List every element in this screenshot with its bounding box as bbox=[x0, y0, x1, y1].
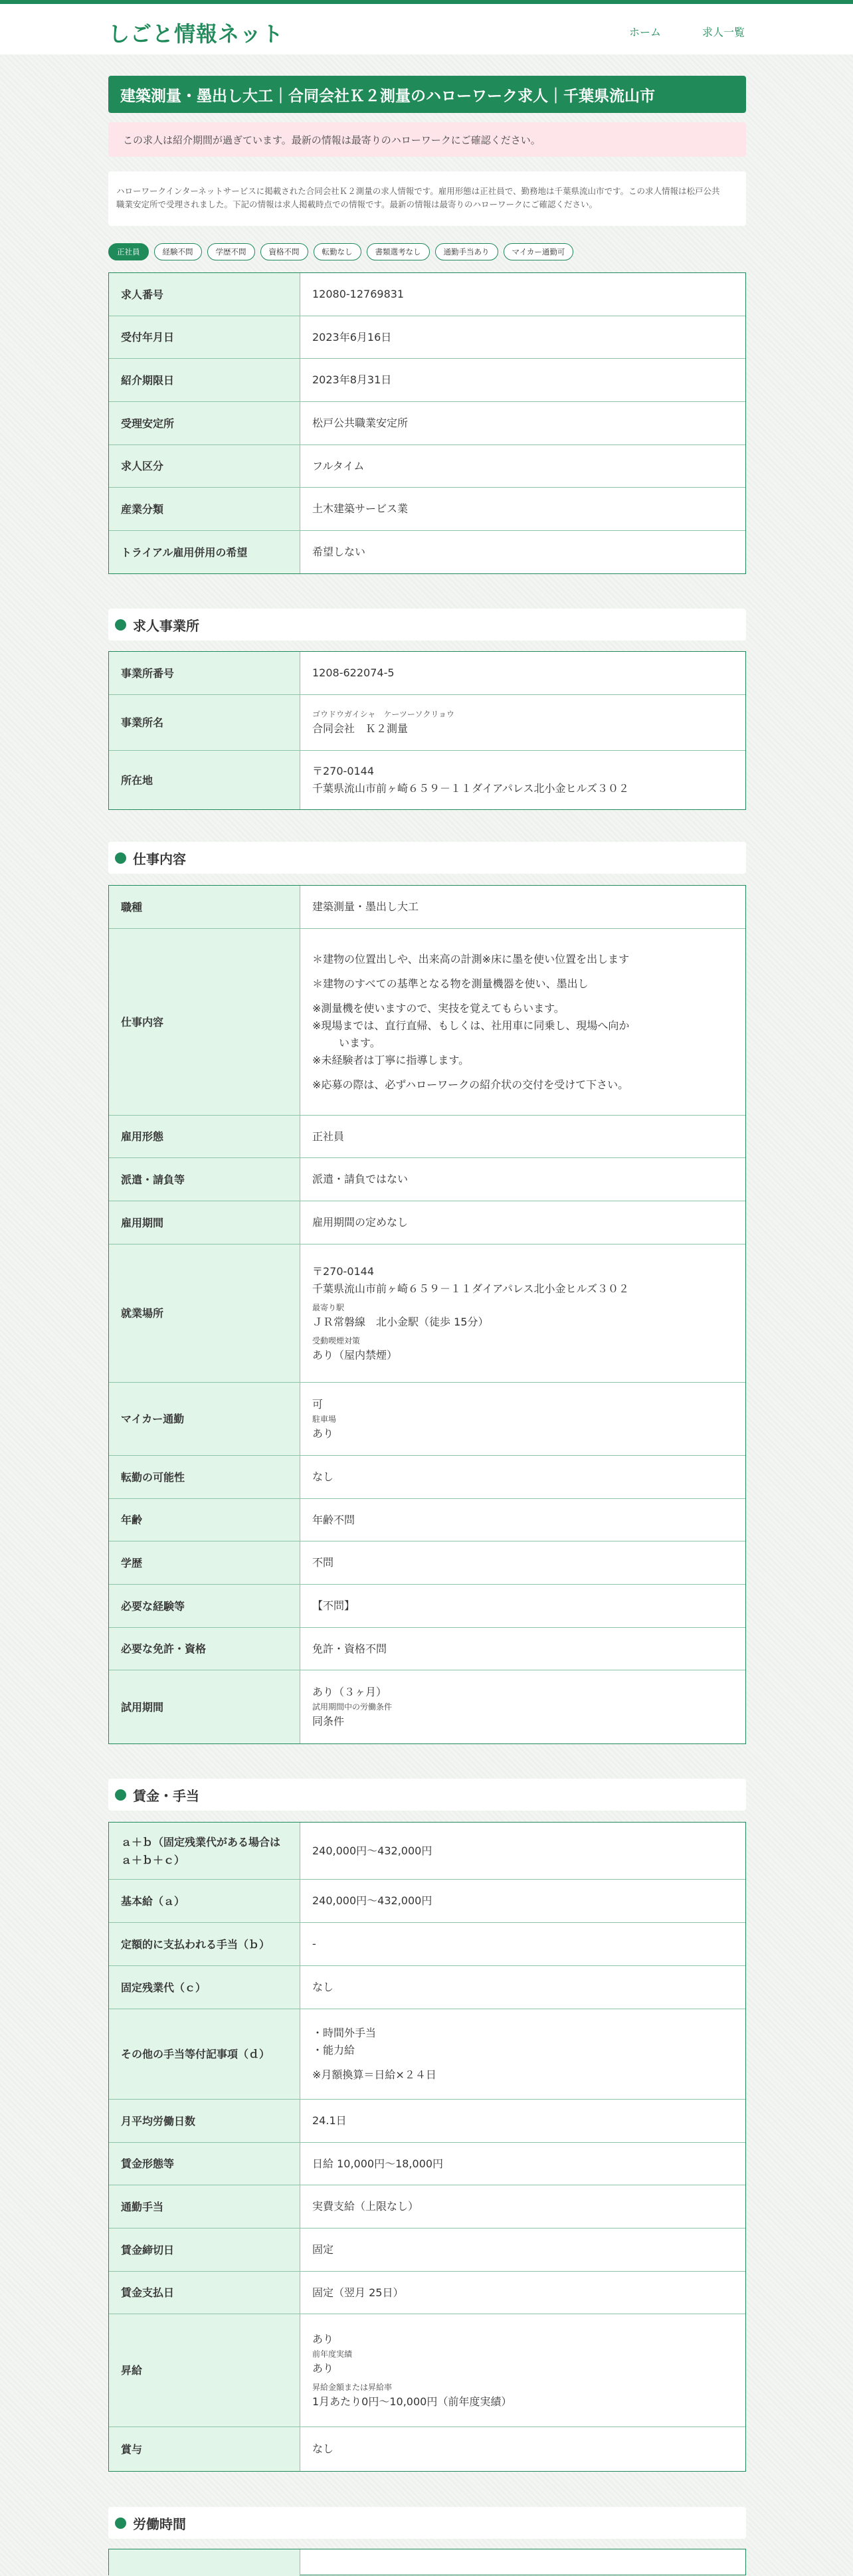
table-row bbox=[109, 531, 745, 573]
row-label: 賃金形態等 bbox=[109, 2143, 300, 2185]
row-value: 希望しない bbox=[312, 545, 366, 558]
section-title: 求人事業所 bbox=[133, 617, 199, 634]
table-row bbox=[109, 886, 745, 929]
table-row bbox=[109, 2272, 745, 2314]
car-commute-value: 可 bbox=[312, 1397, 324, 1411]
table-row bbox=[109, 359, 745, 402]
table-row bbox=[109, 1499, 745, 1541]
content-line: ※応募の際は、必ずハローワークの紹介状の交付を受けて下さい。 bbox=[312, 1078, 629, 1091]
row-label: 事業所番号 bbox=[109, 652, 300, 694]
row-value: なし bbox=[312, 2442, 334, 2455]
row-label: 試用期間 bbox=[109, 1670, 300, 1743]
nav-job-list-link[interactable]: 求人一覧 bbox=[702, 26, 745, 39]
tag-no-license: 資格不問 bbox=[260, 243, 308, 260]
job-description-summary bbox=[108, 171, 746, 226]
table-row bbox=[109, 2100, 745, 2143]
table-row bbox=[109, 652, 745, 695]
table-row bbox=[109, 1923, 745, 1966]
row-label: 月平均労働日数 bbox=[109, 2100, 300, 2142]
table-row bbox=[109, 1585, 745, 1628]
row-value bbox=[300, 2549, 745, 2576]
table-row bbox=[109, 488, 745, 531]
row-value: 建築測量・墨出し大工 bbox=[312, 900, 419, 913]
tag-no-document-screening: 書類選考なし bbox=[367, 243, 430, 260]
description-line: 職業安定所で受理されました。下記の情報は求人掲載時点での情報です。最新の情報は最寄りのハローワークにご確認ください。 bbox=[116, 199, 598, 209]
row-label: 受理安定所 bbox=[109, 402, 300, 445]
table-row bbox=[109, 2143, 745, 2185]
tag-no-education: 学歴不問 bbox=[207, 243, 255, 260]
postal-code: 〒270-0144 bbox=[312, 1264, 375, 1278]
row-label: 仕事内容 bbox=[109, 929, 300, 1115]
table-row bbox=[109, 445, 745, 488]
row-label: その他の手当等付記事項（ｄ） bbox=[109, 2009, 300, 2099]
raise-amount-label: 昇給金額または昇給率 bbox=[312, 2382, 393, 2392]
row-value: - bbox=[312, 1937, 316, 1950]
description-line: ハローワークインターネットサービスに掲載された合同会社Ｋ２測量の求人情報です。雇用形態は正社員で、勤務地は千葉県流山市です。この求人情報は松戸公共 bbox=[116, 186, 720, 196]
table-row bbox=[109, 2549, 745, 2576]
row-label: 派遣・請負等 bbox=[109, 1158, 300, 1201]
allowance-item: ・能力給 bbox=[312, 2044, 355, 2056]
row-value: 1208-622074-5 bbox=[312, 666, 395, 679]
row-label: 固定残業代（ｃ） bbox=[109, 1966, 300, 2009]
hours-info-table bbox=[108, 2549, 746, 2575]
row-label: 転勤の可能性 bbox=[109, 1456, 300, 1498]
row-value: なし bbox=[312, 1981, 334, 1993]
table-row bbox=[109, 1158, 745, 1201]
row-value: 2023年6月16日 bbox=[312, 330, 392, 344]
row-value: 松戸公共職業安定所 bbox=[312, 417, 409, 429]
table-row bbox=[109, 1541, 745, 1585]
row-value: 12080-12769831 bbox=[312, 288, 405, 300]
table-row bbox=[109, 695, 745, 751]
table-row bbox=[109, 1383, 745, 1456]
row-value: 土木建築サービス業 bbox=[312, 502, 409, 515]
table-row bbox=[109, 402, 745, 445]
workplace-address: 千葉県流山市前ヶ崎６５９－１１ダイアパレス北小金ヒルズ３０２ bbox=[312, 1282, 629, 1295]
table-row bbox=[109, 2185, 745, 2229]
table-row bbox=[109, 1823, 745, 1880]
section-heading-wage bbox=[108, 1779, 746, 1811]
row-label: 雇用形態 bbox=[109, 1116, 300, 1157]
bullet-icon bbox=[115, 1789, 126, 1801]
main-nav bbox=[629, 24, 745, 39]
table-row bbox=[109, 929, 745, 1116]
row-label: 基本給（ａ） bbox=[109, 1880, 300, 1922]
row-value: フルタイム bbox=[312, 459, 365, 472]
row-value bbox=[300, 2009, 745, 2099]
raise-value: あり bbox=[312, 2332, 334, 2345]
section-title: 賃金・手当 bbox=[133, 1787, 199, 1804]
wage-info-table bbox=[108, 1822, 746, 2472]
smoking-policy: あり（屋内禁煙） bbox=[312, 1348, 398, 1361]
section-heading-office bbox=[108, 609, 746, 641]
row-label: トライアル雇用併用の希望 bbox=[109, 531, 300, 573]
raise-prev-value: あり bbox=[312, 2361, 334, 2375]
table-row bbox=[109, 1966, 745, 2009]
content-line: ＊建物のすべての基準となる物を測量機器を使い、墨出し bbox=[312, 977, 589, 990]
row-label: 必要な経験等 bbox=[109, 1585, 300, 1627]
trial-condition-label: 試用期間中の労働条件 bbox=[312, 1702, 393, 1712]
row-label: 産業分類 bbox=[109, 488, 300, 530]
row-value: 免許・資格不問 bbox=[312, 1642, 387, 1655]
page-title-bar bbox=[108, 76, 746, 113]
site-header bbox=[0, 4, 853, 54]
station-label: 最寄り駅 bbox=[312, 1302, 345, 1312]
allowance-item: ・時間外手当 bbox=[312, 2027, 377, 2039]
bullet-icon bbox=[115, 619, 126, 631]
table-row bbox=[109, 1670, 745, 1743]
table-row bbox=[109, 2427, 745, 2471]
parking-value: あり bbox=[312, 1427, 334, 1440]
row-value bbox=[300, 1244, 745, 1382]
row-value bbox=[300, 695, 745, 750]
row-value: 年齢不問 bbox=[312, 1513, 355, 1526]
tag-fulltime: 正社員 bbox=[108, 243, 149, 260]
table-row bbox=[109, 1244, 745, 1383]
basic-info-table bbox=[108, 272, 746, 574]
row-value: 2023年8月31日 bbox=[312, 373, 392, 386]
row-value bbox=[300, 2314, 745, 2427]
row-value: なし bbox=[312, 1470, 334, 1483]
table-row bbox=[109, 1628, 745, 1670]
row-value: 実費支給（上限なし） bbox=[312, 2200, 419, 2213]
row-value: 正社員 bbox=[312, 1130, 345, 1143]
row-label: 紹介期限日 bbox=[109, 359, 300, 401]
row-label: ａ＋ｂ（固定残業代がある場合は ａ＋ｂ＋ｃ） bbox=[109, 1823, 300, 1879]
table-row bbox=[109, 2229, 745, 2272]
table-row bbox=[109, 316, 745, 359]
row-value: 日給 10,000円〜18,000円 bbox=[312, 2157, 444, 2170]
row-label: 賃金締切日 bbox=[109, 2229, 300, 2271]
table-row bbox=[109, 1116, 745, 1158]
allowance-note: ※月額換算＝日給×２４日 bbox=[312, 2068, 436, 2081]
row-label: 通勤手当 bbox=[109, 2185, 300, 2228]
row-value: 24.1日 bbox=[312, 2114, 347, 2127]
table-row bbox=[109, 2314, 745, 2427]
tag-car-commute: マイカー通勤可 bbox=[504, 243, 574, 260]
postal-code: 〒270-0144 bbox=[312, 765, 375, 777]
nav-home-link[interactable]: ホーム bbox=[628, 26, 661, 39]
raise-amount-value: 1月あたり0円〜10,000円（前年度実績） bbox=[312, 2395, 512, 2408]
section-title: 仕事内容 bbox=[133, 850, 186, 867]
row-value bbox=[300, 929, 745, 1115]
table-row bbox=[109, 1201, 745, 1244]
office-info-table bbox=[108, 651, 746, 810]
content-line: います。 bbox=[339, 1036, 381, 1049]
row-value: 不問 bbox=[312, 1556, 334, 1569]
office-name: 合同会社 Ｋ２測量 bbox=[312, 722, 409, 735]
expired-notice: この求人は紹介期間が過ぎています。最新の情報は最寄りのハローワークにご確認ください。 bbox=[108, 122, 746, 157]
row-label: 年齢 bbox=[109, 1499, 300, 1541]
row-value: 派遣・請負ではない bbox=[312, 1173, 409, 1185]
table-row bbox=[109, 751, 745, 809]
row-label: 学歴 bbox=[109, 1541, 300, 1584]
parking-label: 駐車場 bbox=[312, 1414, 337, 1424]
smoking-label: 受動喫煙対策 bbox=[312, 1336, 361, 1345]
row-label: 賃金支払日 bbox=[109, 2272, 300, 2314]
tag-no-transfer: 転勤なし bbox=[314, 243, 361, 260]
row-value: 固定（翌月 25日） bbox=[312, 2286, 404, 2299]
tag-no-experience: 経験不問 bbox=[154, 243, 202, 260]
row-label bbox=[109, 2549, 300, 2576]
row-label: 受付年月日 bbox=[109, 316, 300, 358]
site-logo[interactable]: しごと情報ネット bbox=[108, 21, 284, 47]
office-address: 千葉県流山市前ヶ崎６５９－１１ダイアパレス北小金ヒルズ３０２ bbox=[312, 782, 629, 795]
row-label: 昇給 bbox=[109, 2314, 300, 2427]
bullet-icon bbox=[115, 852, 126, 864]
row-label: 職種 bbox=[109, 886, 300, 928]
row-value: 雇用期間の定めなし bbox=[312, 1216, 409, 1229]
row-value: 【不問】 bbox=[312, 1599, 355, 1612]
row-label: 所在地 bbox=[109, 751, 300, 809]
row-label: 定額的に支払われる手当（ｂ） bbox=[109, 1923, 300, 1965]
row-label: 雇用期間 bbox=[109, 1201, 300, 1244]
row-label: 事業所名 bbox=[109, 695, 300, 750]
table-row bbox=[109, 273, 745, 316]
row-label: 就業場所 bbox=[109, 1244, 300, 1382]
tag-list bbox=[108, 243, 746, 260]
trial-condition-value: 同条件 bbox=[312, 1715, 345, 1728]
section-heading-job bbox=[108, 842, 746, 874]
row-value bbox=[300, 1670, 745, 1743]
table-row bbox=[109, 1880, 745, 1923]
trial-period-value: あり（３ヶ月） bbox=[312, 1686, 387, 1698]
office-name-kana: ゴウドウガイシャ ケーツーソクリョウ bbox=[312, 709, 454, 719]
content-line: ＊建物の位置出しや、出来高の計測※床に墨を使い位置を出します bbox=[312, 952, 630, 965]
row-value bbox=[300, 751, 745, 809]
tag-commute-allowance: 通勤手当あり bbox=[435, 243, 498, 260]
row-label: マイカー通勤 bbox=[109, 1383, 300, 1455]
row-label: 求人番号 bbox=[109, 273, 300, 316]
row-value: 固定 bbox=[312, 2243, 334, 2256]
content-line: ※測量機を使いますので、実技を覚えてもらいます。 bbox=[312, 1001, 565, 1015]
job-info-table bbox=[108, 885, 746, 1744]
raise-prev-label: 前年度実績 bbox=[312, 2349, 353, 2359]
content-line: ※現場までは、直行直帰、もしくは、社用車に同乗し、現場へ向か bbox=[312, 1019, 630, 1032]
content-line: ※未経験者は丁寧に指導します。 bbox=[312, 1053, 470, 1066]
section-heading-hours bbox=[108, 2507, 746, 2539]
section-title: 労働時間 bbox=[133, 2516, 186, 2532]
row-label: 求人区分 bbox=[109, 445, 300, 487]
row-label: 賞与 bbox=[109, 2427, 300, 2471]
bullet-icon bbox=[115, 2518, 126, 2529]
table-row bbox=[109, 1456, 745, 1499]
row-value: 240,000円〜432,000円 bbox=[312, 1844, 432, 1857]
row-value: 240,000円〜432,000円 bbox=[312, 1894, 432, 1907]
table-row bbox=[109, 2009, 745, 2100]
nearest-station: ＪＲ常磐線 北小金駅（徒歩 15分） bbox=[312, 1315, 489, 1328]
row-value bbox=[300, 1383, 745, 1455]
row-label: 必要な免許・資格 bbox=[109, 1628, 300, 1670]
page-title: 建築測量・墨出し大工｜合同会社Ｋ２測量のハローワーク求人｜千葉県流山市 bbox=[120, 87, 655, 105]
